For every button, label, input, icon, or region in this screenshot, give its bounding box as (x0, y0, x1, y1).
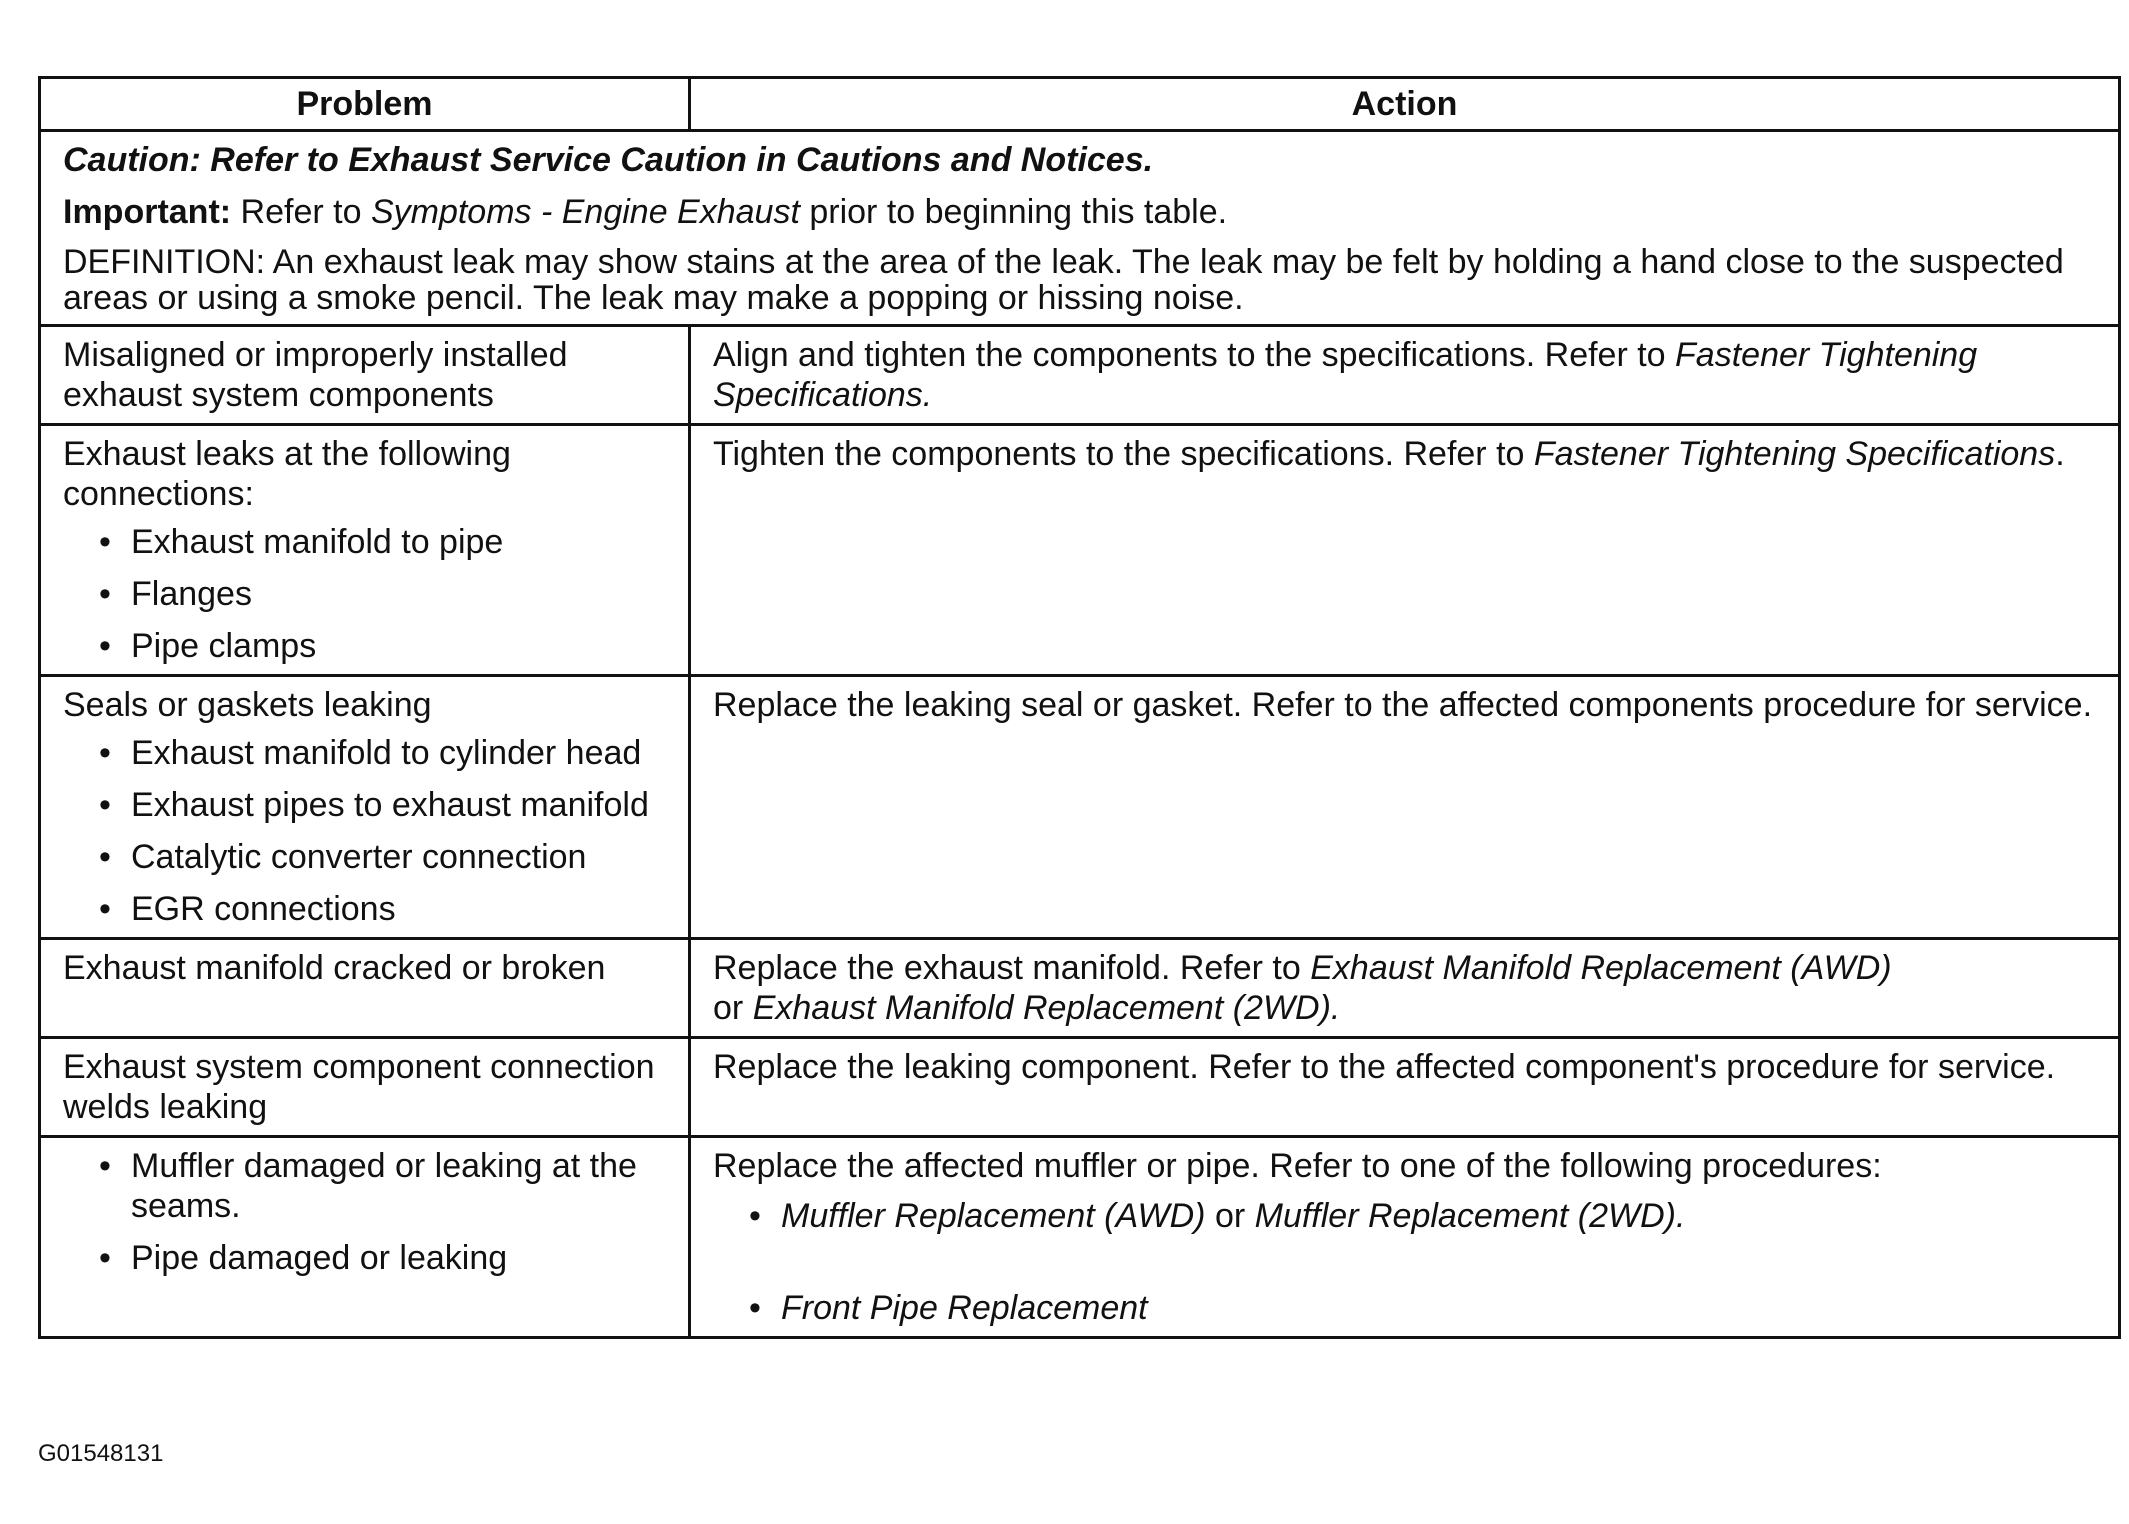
caution-note: Caution: Refer to Exhaust Service Caution in Cautions and Notices. (63, 141, 1154, 179)
action-cell (690, 326, 2120, 425)
definition-note: DEFINITION: An exhaust leak may show stains at the area of the leak. The leak may be felt by holding a hand close to the suspected areas or using a smoke pencil. The leak may make a popping or hissing noise. (63, 243, 2064, 317)
action-text: Align and tighten the components to the specifications. Refer to (713, 336, 1676, 374)
procedure-item (749, 1288, 2100, 1328)
figure-id: G01548131 (38, 1440, 164, 1467)
list-item: • Catalytic converter connection (99, 837, 670, 877)
list-item: • Pipe damaged or leaking (99, 1238, 670, 1278)
action-cell: Replace the leaking seal or gasket. Refer to the affected components procedure for service. (690, 676, 2120, 939)
action-reference: Exhaust Manifold Replacement (2WD) (752, 989, 1331, 1027)
action-text-post: . (2055, 435, 2065, 473)
table-row (40, 1038, 2120, 1137)
problem-text: Seals or gaskets leaking (63, 686, 432, 724)
list-item: • Exhaust pipes to exhaust manifold (99, 785, 670, 825)
important-reference: Symptoms - Engine Exhaust (370, 193, 800, 231)
action-text-post: . (1330, 989, 1341, 1027)
action-text-post: . (922, 376, 933, 414)
problem-cell: Misaligned or improperly installed exhaust system components (40, 326, 690, 425)
procedure-post: . (1675, 1197, 1686, 1235)
table-row (40, 939, 2120, 1038)
procedure-item (749, 1196, 2100, 1236)
list-item: • Muffler damaged or leaking at the seams. (99, 1146, 670, 1226)
procedure-mid: or (1205, 1197, 1255, 1235)
table-row (40, 326, 2120, 425)
notes-cell (40, 131, 2120, 326)
list-item: • Pipe clamps (99, 626, 670, 666)
diagnostic-table-container (38, 76, 2118, 1339)
procedure-reference: Muffler Replacement (AWD) (781, 1197, 1206, 1235)
action-header: Action (690, 78, 2120, 131)
important-text-pre: Refer to (231, 193, 371, 231)
problem-cell (40, 1137, 690, 1338)
problem-text: Exhaust leaks at the following connections: (63, 435, 511, 513)
notes-row (40, 131, 2120, 326)
list-item: • Flanges (99, 574, 670, 614)
procedure-reference: Front Pipe Replacement (781, 1289, 1148, 1327)
important-note (63, 192, 2100, 232)
list-item: • Exhaust manifold to pipe (99, 522, 670, 562)
action-text-mid: or (713, 989, 753, 1027)
list-item: • Exhaust manifold to cylinder head (99, 733, 670, 773)
action-reference: Fastener Tightening Specifications (713, 336, 1978, 414)
problem-list (63, 1146, 670, 1278)
table-row (40, 676, 2120, 939)
action-cell (690, 1137, 2120, 1338)
diagnostic-table (38, 76, 2121, 1339)
action-text: Replace the affected muffler or pipe. Refer to one of the following procedures: (713, 1147, 1882, 1185)
problem-cell: Exhaust manifold cracked or broken (40, 939, 690, 1038)
important-text-post: prior to beginning this table. (799, 193, 1228, 231)
action-text: Tighten the components to the specifications. Refer to (713, 435, 1534, 473)
action-reference: Fastener Tightening Specifications (1533, 435, 2056, 473)
table-row (40, 1137, 2120, 1338)
action-reference: Exhaust Manifold Replacement (AWD) (1310, 949, 1892, 987)
problem-cell: Exhaust system component connection welds leaking (40, 1038, 690, 1137)
important-label: Important: (63, 193, 232, 231)
procedure-reference: Muffler Replacement (2WD) (1254, 1197, 1676, 1235)
action-cell: Replace the leaking component. Refer to the affected component's procedure for service. (690, 1038, 2120, 1137)
list-item: • EGR connections (99, 889, 670, 929)
action-cell (690, 939, 2120, 1038)
header-row (40, 78, 2120, 131)
table-row (40, 425, 2120, 676)
problem-header: Problem (40, 78, 690, 131)
action-text: Replace the exhaust manifold. Refer to (713, 949, 1311, 987)
problem-list (63, 522, 670, 666)
procedure-list (713, 1196, 2100, 1328)
problem-cell (40, 425, 690, 676)
problem-list (63, 733, 670, 929)
action-cell (690, 425, 2120, 676)
problem-cell (40, 676, 690, 939)
